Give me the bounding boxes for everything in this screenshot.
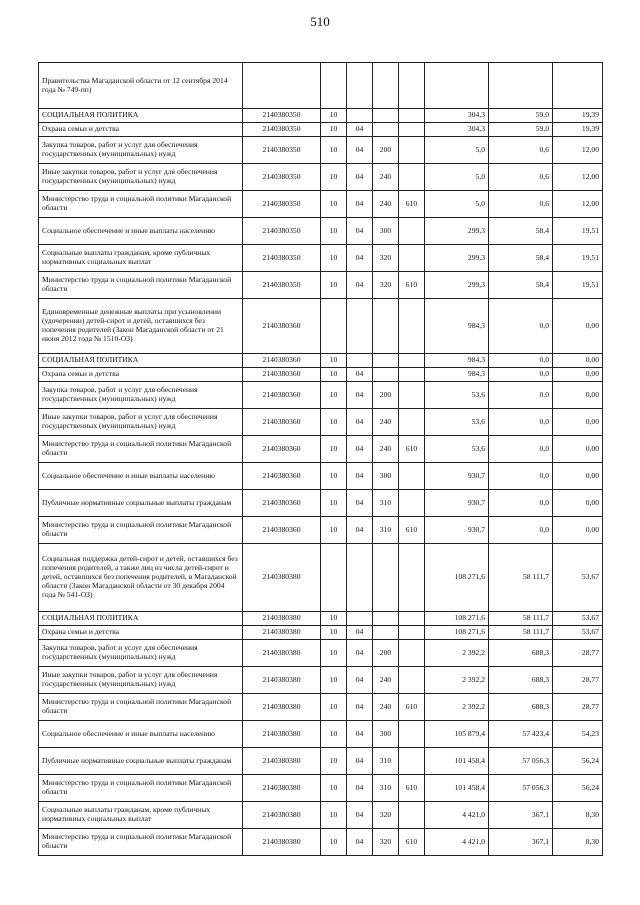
row-plan-cell xyxy=(425,63,489,109)
row-plan-cell: 101 458,4 xyxy=(425,775,489,802)
row-percent-cell: 12,00 xyxy=(553,137,603,164)
row-plan-cell: 299,3 xyxy=(425,272,489,299)
row-expense-type-cell xyxy=(373,612,399,626)
row-administrator-cell xyxy=(399,164,425,191)
row-expense-type-cell: 310 xyxy=(373,490,399,517)
row-section-cell: 10 xyxy=(321,191,347,218)
row-section-cell: 10 xyxy=(321,368,347,382)
table-body xyxy=(39,63,603,856)
row-subsection-cell xyxy=(347,612,373,626)
table-row xyxy=(39,694,603,721)
row-expense-type-cell: 240 xyxy=(373,164,399,191)
row-subsection-cell: 04 xyxy=(347,191,373,218)
row-fact-cell: 0,0 xyxy=(489,382,553,409)
row-code-cell: 2140380380 xyxy=(243,612,321,626)
row-administrator-cell xyxy=(399,123,425,137)
table-row xyxy=(39,802,603,829)
row-section-cell: 10 xyxy=(321,721,347,748)
row-name-cell: Правительства Магаданской области от 12 сентября 2014 года № 749-пп) xyxy=(39,63,243,109)
row-percent-cell: 0,00 xyxy=(553,517,603,544)
row-expense-type-cell: 300 xyxy=(373,463,399,490)
row-expense-type-cell xyxy=(373,109,399,123)
row-percent-cell: 12,00 xyxy=(553,164,603,191)
row-name-cell: Социальные выплаты гражданам, кроме публичных нормативных социальных выплат xyxy=(39,245,243,272)
row-name-cell: СОЦИАЛЬНАЯ ПОЛИТИКА xyxy=(39,109,243,123)
row-subsection-cell xyxy=(347,109,373,123)
row-percent-cell: 19,51 xyxy=(553,272,603,299)
row-name-cell: Министерство труда и социальной политики Магаданской области xyxy=(39,829,243,856)
table-row xyxy=(39,109,603,123)
row-fact-cell: 0,6 xyxy=(489,137,553,164)
row-section-cell: 10 xyxy=(321,802,347,829)
row-fact-cell: 57 423,4 xyxy=(489,721,553,748)
row-administrator-cell: 610 xyxy=(399,436,425,463)
row-section-cell: 10 xyxy=(321,490,347,517)
row-plan-cell: 105 879,4 xyxy=(425,721,489,748)
row-code-cell: 2140380380 xyxy=(243,829,321,856)
row-expense-type-cell: 320 xyxy=(373,245,399,272)
row-section-cell: 10 xyxy=(321,463,347,490)
table-row xyxy=(39,137,603,164)
row-name-cell: Социальное обеспечение и иные выплаты населению xyxy=(39,218,243,245)
row-subsection-cell: 04 xyxy=(347,775,373,802)
row-section-cell: 10 xyxy=(321,123,347,137)
row-name-cell: СОЦИАЛЬНАЯ ПОЛИТИКА xyxy=(39,612,243,626)
row-expense-type-cell: 320 xyxy=(373,829,399,856)
row-plan-cell: 930,7 xyxy=(425,490,489,517)
row-name-cell: Социальные выплаты гражданам, кроме публичных нормативных социальных выплат xyxy=(39,802,243,829)
row-administrator-cell xyxy=(399,382,425,409)
row-section-cell xyxy=(321,299,347,354)
row-percent-cell: 56,24 xyxy=(553,748,603,775)
row-name-cell: Министерство труда и социальной политики Магаданской области xyxy=(39,191,243,218)
row-code-cell: 2140380350 xyxy=(243,109,321,123)
row-subsection-cell: 04 xyxy=(347,640,373,667)
row-name-cell: Социальное обеспечение и иные выплаты населению xyxy=(39,721,243,748)
table-row xyxy=(39,63,603,109)
row-fact-cell: 0,0 xyxy=(489,463,553,490)
row-expense-type-cell: 310 xyxy=(373,775,399,802)
row-section-cell: 10 xyxy=(321,829,347,856)
row-percent-cell: 0,00 xyxy=(553,436,603,463)
row-fact-cell: 58,4 xyxy=(489,218,553,245)
row-administrator-cell xyxy=(399,721,425,748)
row-percent-cell: 54,23 xyxy=(553,721,603,748)
row-expense-type-cell xyxy=(373,544,399,612)
table-row xyxy=(39,436,603,463)
row-administrator-cell: 610 xyxy=(399,829,425,856)
row-name-cell: Министерство труда и социальной политики Магаданской области xyxy=(39,517,243,544)
row-fact-cell: 0,0 xyxy=(489,354,553,368)
row-plan-cell: 4 421,0 xyxy=(425,802,489,829)
row-code-cell: 2140380350 xyxy=(243,218,321,245)
row-subsection-cell: 04 xyxy=(347,368,373,382)
table-row xyxy=(39,368,603,382)
row-name-cell: Министерство труда и социальной политики Магаданской области xyxy=(39,272,243,299)
row-subsection-cell: 04 xyxy=(347,245,373,272)
row-section-cell: 10 xyxy=(321,137,347,164)
row-subsection-cell: 04 xyxy=(347,164,373,191)
row-section-cell: 10 xyxy=(321,272,347,299)
row-fact-cell: 0,6 xyxy=(489,191,553,218)
row-code-cell: 2140380380 xyxy=(243,667,321,694)
row-subsection-cell: 04 xyxy=(347,748,373,775)
row-fact-cell: 688,3 xyxy=(489,694,553,721)
row-section-cell: 10 xyxy=(321,694,347,721)
row-subsection-cell: 04 xyxy=(347,517,373,544)
row-fact-cell: 0,0 xyxy=(489,517,553,544)
row-code-cell: 2140380350 xyxy=(243,191,321,218)
row-plan-cell: 2 392,2 xyxy=(425,640,489,667)
row-administrator-cell xyxy=(399,748,425,775)
row-administrator-cell xyxy=(399,544,425,612)
row-expense-type-cell xyxy=(373,368,399,382)
table-row xyxy=(39,612,603,626)
row-plan-cell: 53,6 xyxy=(425,409,489,436)
row-plan-cell: 53,6 xyxy=(425,382,489,409)
row-percent-cell: 19,51 xyxy=(553,218,603,245)
row-fact-cell: 58 111,7 xyxy=(489,626,553,640)
row-section-cell: 10 xyxy=(321,626,347,640)
row-plan-cell: 304,3 xyxy=(425,123,489,137)
row-expense-type-cell: 240 xyxy=(373,409,399,436)
row-percent-cell: 19,51 xyxy=(553,245,603,272)
table-row xyxy=(39,667,603,694)
row-name-cell: СОЦИАЛЬНАЯ ПОЛИТИКА xyxy=(39,354,243,368)
row-percent-cell: 19,39 xyxy=(553,123,603,137)
row-subsection-cell: 04 xyxy=(347,137,373,164)
row-expense-type-cell: 200 xyxy=(373,137,399,164)
row-expense-type-cell: 310 xyxy=(373,748,399,775)
row-plan-cell: 984,3 xyxy=(425,368,489,382)
row-expense-type-cell: 240 xyxy=(373,667,399,694)
row-percent-cell: 53,67 xyxy=(553,544,603,612)
row-section-cell: 10 xyxy=(321,164,347,191)
row-code-cell: 2140380360 xyxy=(243,517,321,544)
row-code-cell: 2140380360 xyxy=(243,299,321,354)
row-expense-type-cell: 300 xyxy=(373,218,399,245)
row-code-cell: 2140380360 xyxy=(243,382,321,409)
row-subsection-cell: 04 xyxy=(347,436,373,463)
row-percent-cell: 53,67 xyxy=(553,612,603,626)
row-code-cell: 2140380350 xyxy=(243,164,321,191)
row-name-cell: Охрана семьи и детства xyxy=(39,368,243,382)
row-code-cell: 2140380360 xyxy=(243,490,321,517)
row-code-cell: 2140380380 xyxy=(243,775,321,802)
row-section-cell: 10 xyxy=(321,245,347,272)
row-subsection-cell: 04 xyxy=(347,463,373,490)
row-name-cell: Закупка товаров, работ и услуг для обеспечения государственных (муниципальных) нужд xyxy=(39,640,243,667)
row-expense-type-cell xyxy=(373,63,399,109)
row-fact-cell: 367,1 xyxy=(489,802,553,829)
row-administrator-cell xyxy=(399,63,425,109)
row-plan-cell: 2 392,2 xyxy=(425,694,489,721)
row-name-cell: Публичные нормативные социальные выплаты гражданам xyxy=(39,490,243,517)
row-fact-cell: 0,0 xyxy=(489,409,553,436)
row-administrator-cell xyxy=(399,802,425,829)
row-expense-type-cell: 310 xyxy=(373,517,399,544)
table-row xyxy=(39,123,603,137)
table-row xyxy=(39,299,603,354)
row-administrator-cell xyxy=(399,354,425,368)
row-administrator-cell xyxy=(399,299,425,354)
table-row xyxy=(39,517,603,544)
row-name-cell: Министерство труда и социальной политики Магаданской области xyxy=(39,436,243,463)
budget-table xyxy=(38,62,603,856)
table-row xyxy=(39,544,603,612)
row-subsection-cell: 04 xyxy=(347,721,373,748)
row-administrator-cell: 610 xyxy=(399,517,425,544)
row-percent-cell: 28,77 xyxy=(553,694,603,721)
row-section-cell xyxy=(321,63,347,109)
table-row xyxy=(39,191,603,218)
row-subsection-cell xyxy=(347,544,373,612)
row-administrator-cell xyxy=(399,109,425,123)
row-subsection-cell: 04 xyxy=(347,272,373,299)
row-percent-cell: 0,00 xyxy=(553,490,603,517)
row-name-cell: Социальное обеспечение и иные выплаты населению xyxy=(39,463,243,490)
row-administrator-cell: 610 xyxy=(399,191,425,218)
row-fact-cell: 0,0 xyxy=(489,436,553,463)
row-section-cell: 10 xyxy=(321,382,347,409)
row-percent-cell: 8,30 xyxy=(553,829,603,856)
row-subsection-cell: 04 xyxy=(347,409,373,436)
table-row xyxy=(39,382,603,409)
row-name-cell: Иные закупки товаров, работ и услуг для обеспечения государственных (муниципальных) нужд xyxy=(39,164,243,191)
table-row xyxy=(39,218,603,245)
row-section-cell: 10 xyxy=(321,775,347,802)
row-subsection-cell: 04 xyxy=(347,123,373,137)
row-plan-cell: 53,6 xyxy=(425,436,489,463)
table-row xyxy=(39,463,603,490)
row-name-cell: Иные закупки товаров, работ и услуг для обеспечения государственных (муниципальных) нужд xyxy=(39,667,243,694)
table-row xyxy=(39,829,603,856)
row-plan-cell: 984,3 xyxy=(425,354,489,368)
row-administrator-cell: 610 xyxy=(399,694,425,721)
row-code-cell: 2140380380 xyxy=(243,544,321,612)
row-section-cell: 10 xyxy=(321,218,347,245)
row-plan-cell: 5,0 xyxy=(425,137,489,164)
row-percent-cell: 56,24 xyxy=(553,775,603,802)
row-subsection-cell xyxy=(347,63,373,109)
row-administrator-cell xyxy=(399,368,425,382)
row-name-cell: Иные закупки товаров, работ и услуг для обеспечения государственных (муниципальных) нужд xyxy=(39,409,243,436)
row-administrator-cell: 610 xyxy=(399,775,425,802)
row-code-cell: 2140380380 xyxy=(243,694,321,721)
row-code-cell: 2140380380 xyxy=(243,640,321,667)
row-section-cell: 10 xyxy=(321,409,347,436)
row-name-cell: Публичные нормативные социальные выплаты гражданам xyxy=(39,748,243,775)
row-expense-type-cell: 200 xyxy=(373,640,399,667)
row-name-cell: Закупка товаров, работ и услуг для обеспечения государственных (муниципальных) нужд xyxy=(39,137,243,164)
row-administrator-cell xyxy=(399,137,425,164)
table-row xyxy=(39,640,603,667)
row-percent-cell: 19,39 xyxy=(553,109,603,123)
row-fact-cell: 0,6 xyxy=(489,164,553,191)
row-subsection-cell: 04 xyxy=(347,218,373,245)
table-row xyxy=(39,409,603,436)
row-section-cell: 10 xyxy=(321,640,347,667)
row-administrator-cell xyxy=(399,490,425,517)
row-fact-cell: 58,4 xyxy=(489,245,553,272)
row-subsection-cell xyxy=(347,299,373,354)
table-row xyxy=(39,775,603,802)
row-name-cell: Социальная поддержка детей-сирот и детей, оставшихся без попечения родителей, а также лиц из числа детей-сирот и детей, оставшихся без попечения родителей, в Магаданской области (Закон Магаданской области от 30 декабря 2004 года № 541-ОЗ) xyxy=(39,544,243,612)
row-fact-cell: 59,0 xyxy=(489,109,553,123)
row-plan-cell: 5,0 xyxy=(425,164,489,191)
row-administrator-cell xyxy=(399,640,425,667)
row-expense-type-cell xyxy=(373,626,399,640)
row-percent-cell: 28,77 xyxy=(553,667,603,694)
row-fact-cell: 58,4 xyxy=(489,272,553,299)
row-section-cell: 10 xyxy=(321,667,347,694)
row-section-cell: 10 xyxy=(321,354,347,368)
row-code-cell xyxy=(243,63,321,109)
row-subsection-cell: 04 xyxy=(347,490,373,517)
row-plan-cell: 299,3 xyxy=(425,218,489,245)
row-percent-cell: 0,00 xyxy=(553,354,603,368)
row-expense-type-cell xyxy=(373,123,399,137)
row-code-cell: 2140380380 xyxy=(243,721,321,748)
row-percent-cell: 0,00 xyxy=(553,409,603,436)
row-fact-cell: 688,3 xyxy=(489,667,553,694)
row-expense-type-cell: 200 xyxy=(373,382,399,409)
row-fact-cell xyxy=(489,63,553,109)
row-fact-cell: 59,0 xyxy=(489,123,553,137)
row-name-cell: Министерство труда и социальной политики Магаданской области xyxy=(39,775,243,802)
row-administrator-cell xyxy=(399,218,425,245)
row-expense-type-cell: 320 xyxy=(373,802,399,829)
row-fact-cell: 688,3 xyxy=(489,640,553,667)
row-section-cell: 10 xyxy=(321,517,347,544)
row-subsection-cell: 04 xyxy=(347,667,373,694)
row-percent-cell: 28,77 xyxy=(553,640,603,667)
table-row xyxy=(39,272,603,299)
row-name-cell: Единовременные денежные выплаты при усыновлении (удочерении) детей-сирот и детей, оставшихся без попечения родителей (Закон Магаданской области от 21 июня 2012 года № 1510-ОЗ) xyxy=(39,299,243,354)
row-subsection-cell: 04 xyxy=(347,626,373,640)
row-plan-cell: 930,7 xyxy=(425,463,489,490)
row-plan-cell: 2 392,2 xyxy=(425,667,489,694)
row-expense-type-cell: 300 xyxy=(373,721,399,748)
row-percent-cell: 0,00 xyxy=(553,463,603,490)
row-code-cell: 2140380380 xyxy=(243,748,321,775)
row-fact-cell: 0,0 xyxy=(489,490,553,517)
row-fact-cell: 57 056,3 xyxy=(489,748,553,775)
row-name-cell: Охрана семьи и детства xyxy=(39,626,243,640)
row-administrator-cell xyxy=(399,409,425,436)
row-expense-type-cell xyxy=(373,299,399,354)
row-fact-cell: 57 056,3 xyxy=(489,775,553,802)
row-fact-cell: 58 111,7 xyxy=(489,544,553,612)
row-section-cell xyxy=(321,544,347,612)
row-subsection-cell: 04 xyxy=(347,829,373,856)
row-code-cell: 2140380380 xyxy=(243,626,321,640)
row-code-cell: 2140380350 xyxy=(243,245,321,272)
row-code-cell: 2140380350 xyxy=(243,272,321,299)
row-code-cell: 2140380360 xyxy=(243,436,321,463)
row-subsection-cell xyxy=(347,354,373,368)
row-section-cell: 10 xyxy=(321,748,347,775)
row-name-cell: Министерство труда и социальной политики Магаданской области xyxy=(39,694,243,721)
row-code-cell: 2140380360 xyxy=(243,463,321,490)
row-code-cell: 2140380360 xyxy=(243,354,321,368)
row-plan-cell: 101 458,4 xyxy=(425,748,489,775)
row-code-cell: 2140380360 xyxy=(243,409,321,436)
row-percent-cell: 0,00 xyxy=(553,382,603,409)
row-administrator-cell: 610 xyxy=(399,272,425,299)
row-percent-cell: 53,67 xyxy=(553,626,603,640)
row-administrator-cell xyxy=(399,667,425,694)
row-plan-cell: 299,3 xyxy=(425,245,489,272)
row-section-cell: 10 xyxy=(321,612,347,626)
row-plan-cell: 108 271,6 xyxy=(425,544,489,612)
row-plan-cell: 108 271,6 xyxy=(425,612,489,626)
row-expense-type-cell: 240 xyxy=(373,191,399,218)
row-code-cell: 2140380350 xyxy=(243,137,321,164)
table-row xyxy=(39,748,603,775)
row-expense-type-cell: 240 xyxy=(373,694,399,721)
table-row xyxy=(39,164,603,191)
row-name-cell: Охрана семьи и детства xyxy=(39,123,243,137)
row-percent-cell xyxy=(553,63,603,109)
row-percent-cell: 0,00 xyxy=(553,299,603,354)
table-row xyxy=(39,354,603,368)
table-row xyxy=(39,721,603,748)
row-plan-cell: 930,7 xyxy=(425,517,489,544)
row-fact-cell: 58 111,7 xyxy=(489,612,553,626)
row-percent-cell: 12,00 xyxy=(553,191,603,218)
row-subsection-cell: 04 xyxy=(347,382,373,409)
row-code-cell: 2140380360 xyxy=(243,368,321,382)
row-plan-cell: 304,3 xyxy=(425,109,489,123)
table-row xyxy=(39,245,603,272)
row-plan-cell: 5,0 xyxy=(425,191,489,218)
row-expense-type-cell: 240 xyxy=(373,436,399,463)
row-fact-cell: 0,0 xyxy=(489,299,553,354)
row-administrator-cell xyxy=(399,245,425,272)
row-code-cell: 2140380350 xyxy=(243,123,321,137)
row-subsection-cell: 04 xyxy=(347,694,373,721)
row-subsection-cell: 04 xyxy=(347,802,373,829)
row-section-cell: 10 xyxy=(321,109,347,123)
row-name-cell: Закупка товаров, работ и услуг для обеспечения государственных (муниципальных) нужд xyxy=(39,382,243,409)
row-percent-cell: 0,00 xyxy=(553,368,603,382)
row-section-cell: 10 xyxy=(321,436,347,463)
row-code-cell: 2140380380 xyxy=(243,802,321,829)
row-administrator-cell xyxy=(399,626,425,640)
row-percent-cell: 8,30 xyxy=(553,802,603,829)
row-fact-cell: 0,0 xyxy=(489,368,553,382)
row-expense-type-cell xyxy=(373,354,399,368)
row-fact-cell: 367,1 xyxy=(489,829,553,856)
row-plan-cell: 984,3 xyxy=(425,299,489,354)
row-administrator-cell xyxy=(399,612,425,626)
page-number: 510 xyxy=(310,14,330,29)
row-plan-cell: 108 271,6 xyxy=(425,626,489,640)
row-administrator-cell xyxy=(399,463,425,490)
row-expense-type-cell: 320 xyxy=(373,272,399,299)
row-plan-cell: 4 421,0 xyxy=(425,829,489,856)
table-row xyxy=(39,490,603,517)
table-row xyxy=(39,626,603,640)
